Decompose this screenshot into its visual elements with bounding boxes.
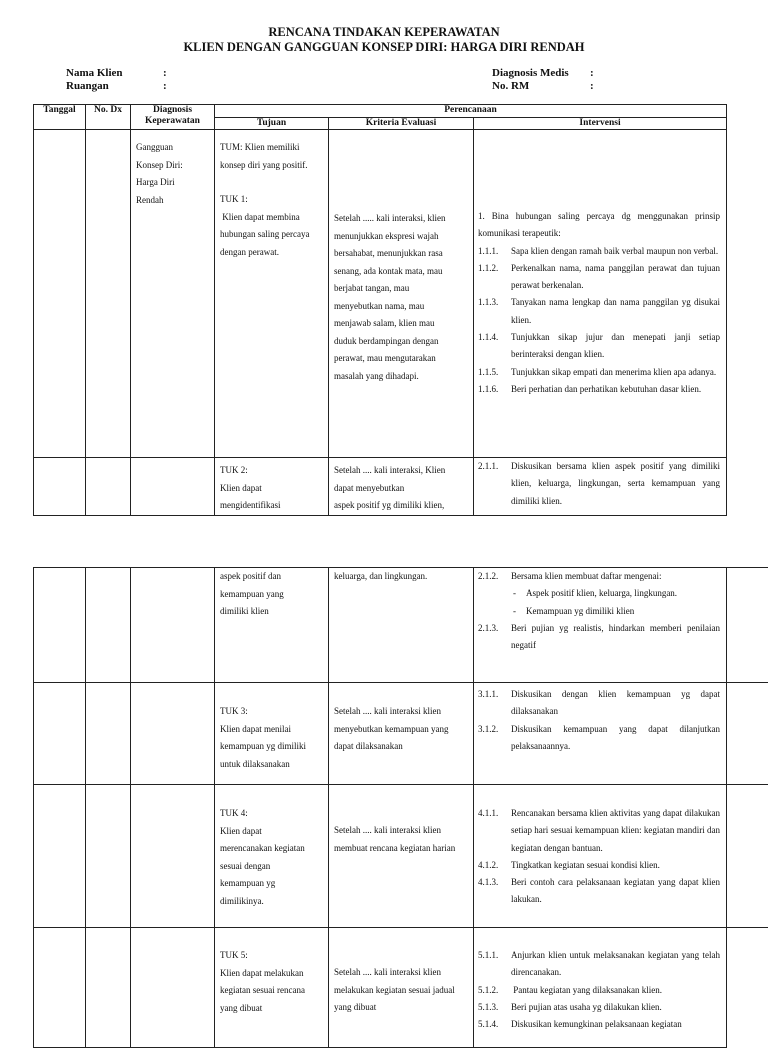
- intervensi-text: Diskusikan kemampuan yang dapat dilanjutkan pelaksanaannya.: [511, 723, 720, 751]
- kriteria-line: dapat dilaksanakan: [334, 741, 403, 751]
- header-no-dx: No. Dx: [86, 105, 131, 130]
- intervensi-number: 4.1.2.: [478, 859, 499, 870]
- kriteria-line: menyebutkan kemampuan yang: [334, 723, 449, 734]
- intervensi-item: [478, 620, 720, 655]
- kriteria-line: duduk berdampingan dengan: [334, 335, 439, 346]
- kriteria-cell-tuk2: [329, 458, 474, 516]
- intervensi-text: Tunjukkan sikap jujur dan menepati janji setiap berinteraksi dengan klien.: [511, 332, 721, 360]
- intervensi-item: [478, 982, 720, 999]
- intervensi-text: Beri pujian atas usaha yg dilakukan klien.: [511, 1001, 662, 1012]
- intervensi-cell-tuk5: [474, 928, 727, 1048]
- kriteria-cell-tuk2-cont: [329, 568, 474, 683]
- tum-line: konsep diri yang positif.: [220, 159, 308, 170]
- intervensi-item: [478, 568, 720, 585]
- intervensi-item: [478, 329, 720, 364]
- tanggal-cell: [34, 928, 86, 1048]
- no-dx-cell: [86, 458, 131, 516]
- row-divider-line: [74, 682, 768, 683]
- intervensi-text: Beri pujian yg realistis, hindarkan memberi penilaian negatif: [511, 622, 720, 651]
- tuk1-line: Klien dapat membina: [220, 211, 300, 222]
- tuk2-line: Klien dapat: [220, 482, 262, 493]
- tujuan-cell-tuk1: [215, 130, 329, 458]
- bullet-dash: -: [513, 588, 516, 599]
- tanggal-cell: [34, 785, 86, 928]
- kriteria-line: perawat, mau mengutarakan: [334, 353, 436, 363]
- document-title-line1: RENCANA TINDAKAN KEPERAWATAN: [268, 25, 500, 39]
- intervensi-number: 3.1.2.: [478, 723, 499, 734]
- intervensi-subtext: Kemampuan yg dimiliki klien: [526, 605, 635, 616]
- intervensi-text: Diskusikan kemungkinan pelaksanaan kegiatan: [511, 1019, 682, 1030]
- kriteria-cell-tuk3: [329, 683, 474, 785]
- kriteria-line: keluarga, dan lingkungan.: [334, 571, 428, 581]
- intervensi-cell-tuk3: [474, 683, 727, 785]
- tuk2-line: mengidentifikasi: [220, 500, 281, 510]
- kriteria-line: aspek positif yg dimiliki klien,: [334, 500, 445, 510]
- intervensi-cell-tuk1: [474, 130, 727, 458]
- tuk2-line: dimiliki klien: [220, 606, 269, 616]
- intervensi-item: [478, 364, 720, 381]
- no-rm-colon: :: [590, 80, 594, 92]
- intervensi-item: [478, 805, 720, 857]
- intervensi-item: [478, 260, 720, 295]
- intervensi-number: 4.1.1.: [478, 808, 499, 818]
- diagnosis-cell: [131, 568, 215, 683]
- kriteria-cell-tuk5: [329, 928, 474, 1048]
- intervensi-number: 1.1.4.: [478, 332, 499, 343]
- intervensi-number: 1.1.5.: [478, 366, 499, 377]
- tuk5-line: TUK 5:: [220, 950, 248, 960]
- kriteria-line: menunjukkan ekspresi wajah: [334, 230, 439, 241]
- intervensi-item: [478, 999, 720, 1016]
- tuk3-line: Klien dapat menilai: [220, 723, 291, 734]
- tuk2-line: kemampuan yang: [220, 588, 284, 599]
- no-dx-cell: [86, 130, 131, 458]
- tanggal-cell: [34, 683, 86, 785]
- intervensi-subitem: [478, 585, 720, 602]
- no-dx-cell: [86, 928, 131, 1048]
- intervensi-number: 5.1.1.: [478, 950, 499, 960]
- tuk4-line: merencanakan kegiatan: [220, 843, 305, 853]
- intervensi-subtext: Aspek positif klien, keluarga, lingkungan.: [526, 588, 678, 599]
- kriteria-line: menjawab salam, klien mau: [334, 318, 435, 328]
- row-divider-line: [74, 927, 768, 928]
- diagnosis-line: Harga Diri: [136, 177, 175, 187]
- intervensi-text: Diskusikan bersama klien aspek positif yang dimiliki klien, keluarga, lingkungan, serta kemampuan yang dimiliki klien.: [511, 461, 721, 506]
- tuk1-line: dengan perawat.: [220, 246, 279, 257]
- intervensi-text: Beri perhatian dan perhatikan kebutuhan dasar klien.: [511, 383, 702, 394]
- intervensi-text: Anjurkan klien untuk melaksanakan kegiatan yang telah direncanakan.: [511, 950, 720, 978]
- tuk5-line: kegiatan sesuai rencana: [220, 985, 305, 995]
- tanggal-cell: [34, 458, 86, 516]
- care-plan-table-page2: [33, 567, 727, 1048]
- diagnosis-line: Konsep Diri:: [136, 159, 183, 170]
- intervensi-number: 1.1.1.: [478, 245, 499, 256]
- tanggal-cell: [34, 130, 86, 458]
- intervensi-text: Perkenalkan nama, nama panggilan perawat dan tujuan perawat berkenalan.: [511, 262, 721, 291]
- intervensi-item: [478, 243, 720, 260]
- header-intervensi: Intervensi: [474, 118, 727, 130]
- ruangan-colon: :: [163, 80, 167, 92]
- header-kriteria: Kriteria Evaluasi: [329, 118, 474, 130]
- kriteria-line: yang dibuat: [334, 1002, 377, 1012]
- tuk2-line: aspek positif dan: [220, 571, 281, 581]
- intervensi-text: Bersama klien membuat daftar mengenai:: [511, 571, 662, 581]
- tujuan-cell-tuk2: [215, 458, 329, 516]
- kriteria-line: masalah yang dihadapi.: [334, 370, 419, 381]
- tujuan-cell-tuk2-cont: [215, 568, 329, 683]
- intervensi-number: 4.1.3.: [478, 877, 499, 888]
- nama-klien-colon: :: [163, 67, 167, 79]
- tuk1-line: TUK 1:: [220, 194, 248, 204]
- diagnosis-cell: [131, 928, 215, 1048]
- tuk4-line: dimilikinya.: [220, 895, 264, 906]
- intervensi-text: Tanyakan nama lengkap dan nama panggilan yg disukai klien.: [511, 297, 721, 325]
- intervensi-heading: 1. Bina hubungan saling percaya dg menggunakan prinsip komunikasi terapeutik:: [478, 211, 721, 239]
- tuk3-line: kemampuan yg dimiliki: [220, 741, 306, 751]
- diagnosis-medis-colon: :: [590, 67, 594, 79]
- kriteria-line: melakukan kegiatan sesuai jadual: [334, 984, 455, 995]
- intervensi-text: Diskusikan dengan klien kemampuan yg dapat dilaksanakan: [511, 689, 720, 717]
- intervensi-item: [478, 857, 720, 874]
- kriteria-cell-tuk4: [329, 785, 474, 928]
- diagnosis-cell: [131, 785, 215, 928]
- intervensi-number: 2.1.1.: [478, 461, 499, 471]
- header-diagnosis: Diagnosis Keperawatan: [131, 105, 215, 130]
- kriteria-line: Setelah .... kali interaksi, Klien: [334, 465, 446, 475]
- intervensi-text: Tunjukkan sikap empati dan menerima klien apa adanya.: [511, 366, 717, 377]
- diagnosis-medis-label: Diagnosis Medis: [492, 67, 569, 79]
- kriteria-line: senang, ada kontak mata, mau: [334, 265, 443, 276]
- intervensi-item: [478, 294, 720, 329]
- tanggal-cell: [34, 568, 86, 683]
- no-rm-label: No. RM: [492, 80, 530, 92]
- intervensi-number: 5.1.4.: [478, 1019, 499, 1030]
- intervensi-cell-tuk2-cont: [474, 568, 727, 683]
- tuk4-line: TUK 4:: [220, 808, 248, 818]
- ruangan-label: Ruangan: [66, 80, 109, 92]
- diagnosis-line: Rendah: [136, 194, 164, 205]
- tuk4-line: Klien dapat: [220, 825, 262, 836]
- page-top-divider-line: [726, 567, 768, 568]
- intervensi-text: Tingkatkan kegiatan sesuai kondisi klien.: [511, 859, 660, 870]
- intervensi-number: 2.1.2.: [478, 571, 499, 581]
- intervensi-number: 1.1.2.: [478, 262, 499, 273]
- kriteria-line: bersahabat, menunjukkan rasa: [334, 248, 443, 258]
- intervensi-cell-tuk4: [474, 785, 727, 928]
- tuk3-line: untuk dilaksanakan: [220, 758, 290, 769]
- intervensi-item: [478, 458, 720, 510]
- tuk1-line: hubungan saling percaya: [220, 229, 310, 239]
- kriteria-line: menyebutkan nama, mau: [334, 300, 425, 311]
- header-tanggal: Tanggal: [34, 105, 86, 130]
- header-perencanaan: Perencanaan: [215, 105, 727, 118]
- intervensi-item: [478, 721, 720, 756]
- intervensi-cell-tuk2: [474, 458, 727, 516]
- tuk2-line: TUK 2:: [220, 465, 248, 475]
- intervensi-text: Sapa klien dengan ramah baik verbal maupun non verbal.: [511, 245, 719, 256]
- intervensi-number: 1.1.6.: [478, 383, 499, 394]
- intervensi-number: 2.1.3.: [478, 622, 499, 633]
- tuk3-line: TUK 3:: [220, 706, 248, 716]
- intervensi-item: [478, 947, 720, 982]
- intervensi-text: Beri contoh cara pelaksanaan kegiatan yang dapat klien lakukan.: [511, 877, 720, 905]
- diagnosis-cell: [131, 458, 215, 516]
- intervensi-subitem: [478, 603, 720, 620]
- kriteria-line: dapat menyebutkan: [334, 482, 405, 493]
- diagnosis-cell: [131, 683, 215, 785]
- intervensi-text: Pantau kegiatan yang dilaksanakan klien.: [511, 984, 662, 995]
- nama-klien-label: Nama Klien: [66, 67, 123, 79]
- kriteria-line: Setelah .... kali interaksi klien: [334, 967, 441, 977]
- intervensi-number: 5.1.2.: [478, 984, 499, 995]
- kriteria-line: berjabat tangan, mau: [334, 283, 410, 293]
- intervensi-item: [478, 686, 720, 721]
- kriteria-line: Setelah ..... kali interaksi, klien: [334, 213, 446, 223]
- kriteria-line: Setelah .... kali interaksi klien: [334, 706, 441, 716]
- document-title-line2: KLIEN DENGAN GANGGUAN KONSEP DIRI: HARGA DIRI RENDAH: [183, 40, 585, 54]
- intervensi-item: [478, 381, 720, 398]
- tuk4-line: sesuai dengan: [220, 860, 271, 871]
- kriteria-cell-tuk1: [329, 130, 474, 458]
- tum-line: TUM: Klien memiliki: [220, 142, 300, 152]
- intervensi-number: 3.1.1.: [478, 689, 499, 699]
- header-tujuan: Tujuan: [215, 118, 329, 130]
- row-divider-line: [74, 784, 768, 785]
- intervensi-number: 1.1.3.: [478, 297, 499, 308]
- tujuan-cell-tuk4: [215, 785, 329, 928]
- diagnosis-line: Gangguan: [136, 142, 173, 152]
- intervensi-item: [478, 1016, 720, 1033]
- no-dx-cell: [86, 683, 131, 785]
- tujuan-cell-tuk3: [215, 683, 329, 785]
- kriteria-line: membuat rencana kegiatan harian: [334, 842, 456, 853]
- no-dx-cell: [86, 785, 131, 928]
- tujuan-cell-tuk5: [215, 928, 329, 1048]
- tuk4-line: kemampuan yg: [220, 878, 276, 888]
- bullet-dash: -: [513, 605, 516, 616]
- care-plan-table-page1: [33, 104, 727, 516]
- tuk5-line: Klien dapat melakukan: [220, 967, 304, 978]
- no-dx-cell: [86, 568, 131, 683]
- kriteria-line: Setelah .... kali interaksi klien: [334, 825, 441, 835]
- diagnosis-cell: [131, 130, 215, 458]
- intervensi-text: Rencanakan bersama klien aktivitas yang dapat dilakukan setiap hari sesuai kemampuan klien: kegiatan mandiri dan kegiatan dengan bantuan.: [511, 808, 720, 853]
- tuk5-line: yang dibuat: [220, 1002, 263, 1013]
- intervensi-number: 5.1.3.: [478, 1001, 499, 1012]
- intervensi-item: [478, 874, 720, 909]
